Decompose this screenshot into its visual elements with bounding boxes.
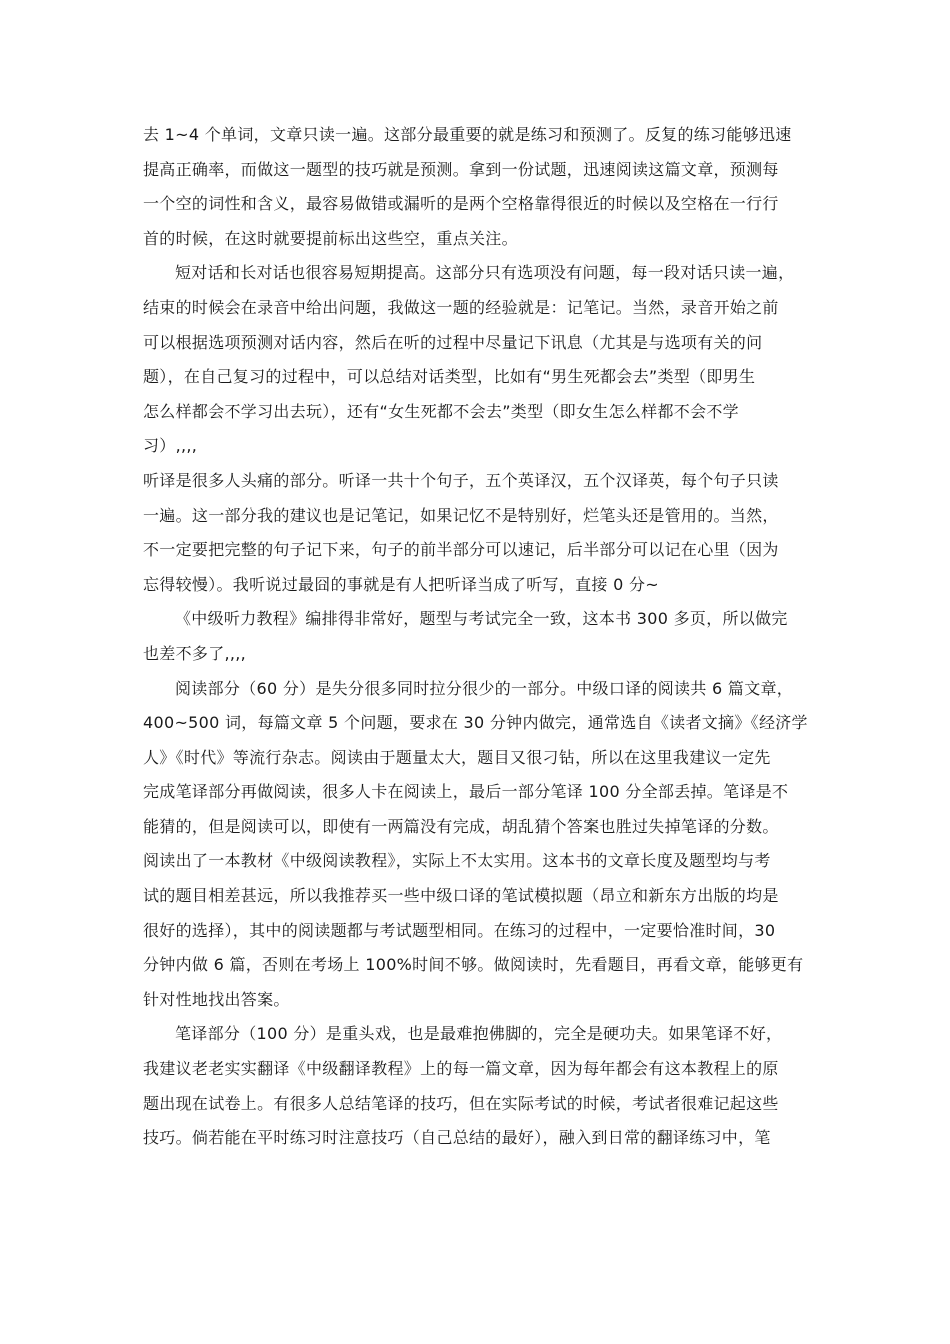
text-line: 《中级听力教程》编排得非常好，题型与考试完全一致，这本书 300 多页，所以做完: [175, 609, 788, 629]
text-line: 一遍。这一部分我的建议也是记笔记，如果记忆不是特别好，烂笔头还是管用的。当然，: [143, 505, 779, 525]
text-line: 笔译部分（100 分）是重头戏，也是最难抱佛脚的，完全是硬功夫。如果笔译不好，: [175, 1024, 783, 1044]
text-line: 习）,,,,: [143, 436, 198, 456]
text-line: 分钟内做 6 篇，否则在考场上 100%时间不够。做阅读时，先看题目，再看文章，能够更有: [143, 955, 804, 975]
text-line: 题出现在试卷上。有很多人总结笔译的技巧，但在实际考试的时候，考试者很难记起这些: [143, 1093, 779, 1113]
text-line: 短对话和长对话也很容易短期提高。这部分只有选项没有问题，每一段对话只读一遍，: [175, 263, 795, 283]
text-line: 试的题目相差甚远，所以我推荐买一些中级口译的笔试模拟题（昂立和新东方出版的均是: [143, 886, 779, 906]
text-line: 一个空的词性和含义，最容易做错或漏听的是两个空格靠得很近的时候以及空格在一行行: [143, 194, 779, 214]
paragraph: [143, 118, 808, 256]
paragraph: [143, 464, 808, 602]
text-line: 首的时候，在这时就要提前标出这些空，重点关注。: [143, 228, 518, 248]
text-line: 能猜的，但是阅读可以，即使有一两篇没有完成，胡乱猜个答案也胜过失掉笔译的分数。: [143, 816, 779, 836]
text-line: 提高正确率，而做这一题型的技巧就是预测。拿到一份试题，迅速阅读这篇文章，预测每: [143, 159, 779, 179]
text-line: 针对性地找出答案。: [143, 989, 290, 1009]
text-line: 听译是很多人头痛的部分。听译一共十个句子，五个英译汉，五个汉译英，每个句子只读: [143, 470, 779, 490]
text-line: 400~500 词，每篇文章 5 个问题，要求在 30 分钟内做完，通常选自《读者文摘》《经济学: [143, 713, 808, 733]
document-body: [143, 118, 808, 1156]
paragraph: [143, 256, 808, 464]
text-line: 不一定要把完整的句子记下来，句子的前半部分可以速记，后半部分可以记在心里（因为: [143, 540, 779, 560]
text-line: 人》《时代》等流行杂志。阅读由于题量太大，题目又很刁钻，所以在这里我建议一定先: [143, 747, 771, 767]
text-line: 去 1~4 个单词，文章只读一遍。这部分最重要的就是练习和预测了。反复的练习能够迅速: [143, 125, 792, 144]
text-line: 阅读出了一本教材《中级阅读教程》，实际上不太实用。这本书的文章长度及题型均与考: [143, 851, 771, 871]
text-line: 阅读部分（60 分）是失分很多同时拉分很少的一部分。中级口译的阅读共 6 篇文章，: [175, 678, 794, 698]
text-line: 结束的时候会在录音中给出问题，我做这一题的经验就是：记笔记。当然，录音开始之前: [143, 297, 779, 317]
paragraph: [143, 672, 808, 1018]
text-line: 技巧。倘若能在平时练习时注意技巧（自己总结的最好），融入到日常的翻译练习中，笔: [143, 1128, 771, 1148]
text-line: 忘得较慢）。我听说过最囧的事就是有人把听译当成了听写，直接 0 分~: [143, 574, 659, 594]
text-line: 也差不多了,,,,: [143, 643, 247, 663]
text-line: 可以根据选项预测对话内容，然后在听的过程中尽量记下讯息（尤其是与选项有关的问: [143, 332, 763, 352]
text-line: 很好的选择），其中的阅读题都与考试题型相同。在练习的过程中，一定要恰准时间，30: [143, 920, 776, 940]
text-line: 我建议老老实实翻译《中级翻译教程》上的每一篇文章，因为每年都会有这本教程上的原: [143, 1059, 779, 1079]
text-line: 怎么样都会不学习出去玩），还有“女生死都不会去”类型（即女生怎么样都不会不学: [143, 401, 739, 421]
text-line: 题），在自己复习的过程中，可以总结对话类型，比如有“男生死都会去”类型（即男生: [143, 367, 756, 387]
text-line: 完成笔译部分再做阅读，很多人卡在阅读上，最后一部分笔译 100 分全部丢掉。笔译是不: [143, 782, 789, 802]
paragraph: [143, 602, 808, 671]
paragraph: [143, 1017, 808, 1155]
